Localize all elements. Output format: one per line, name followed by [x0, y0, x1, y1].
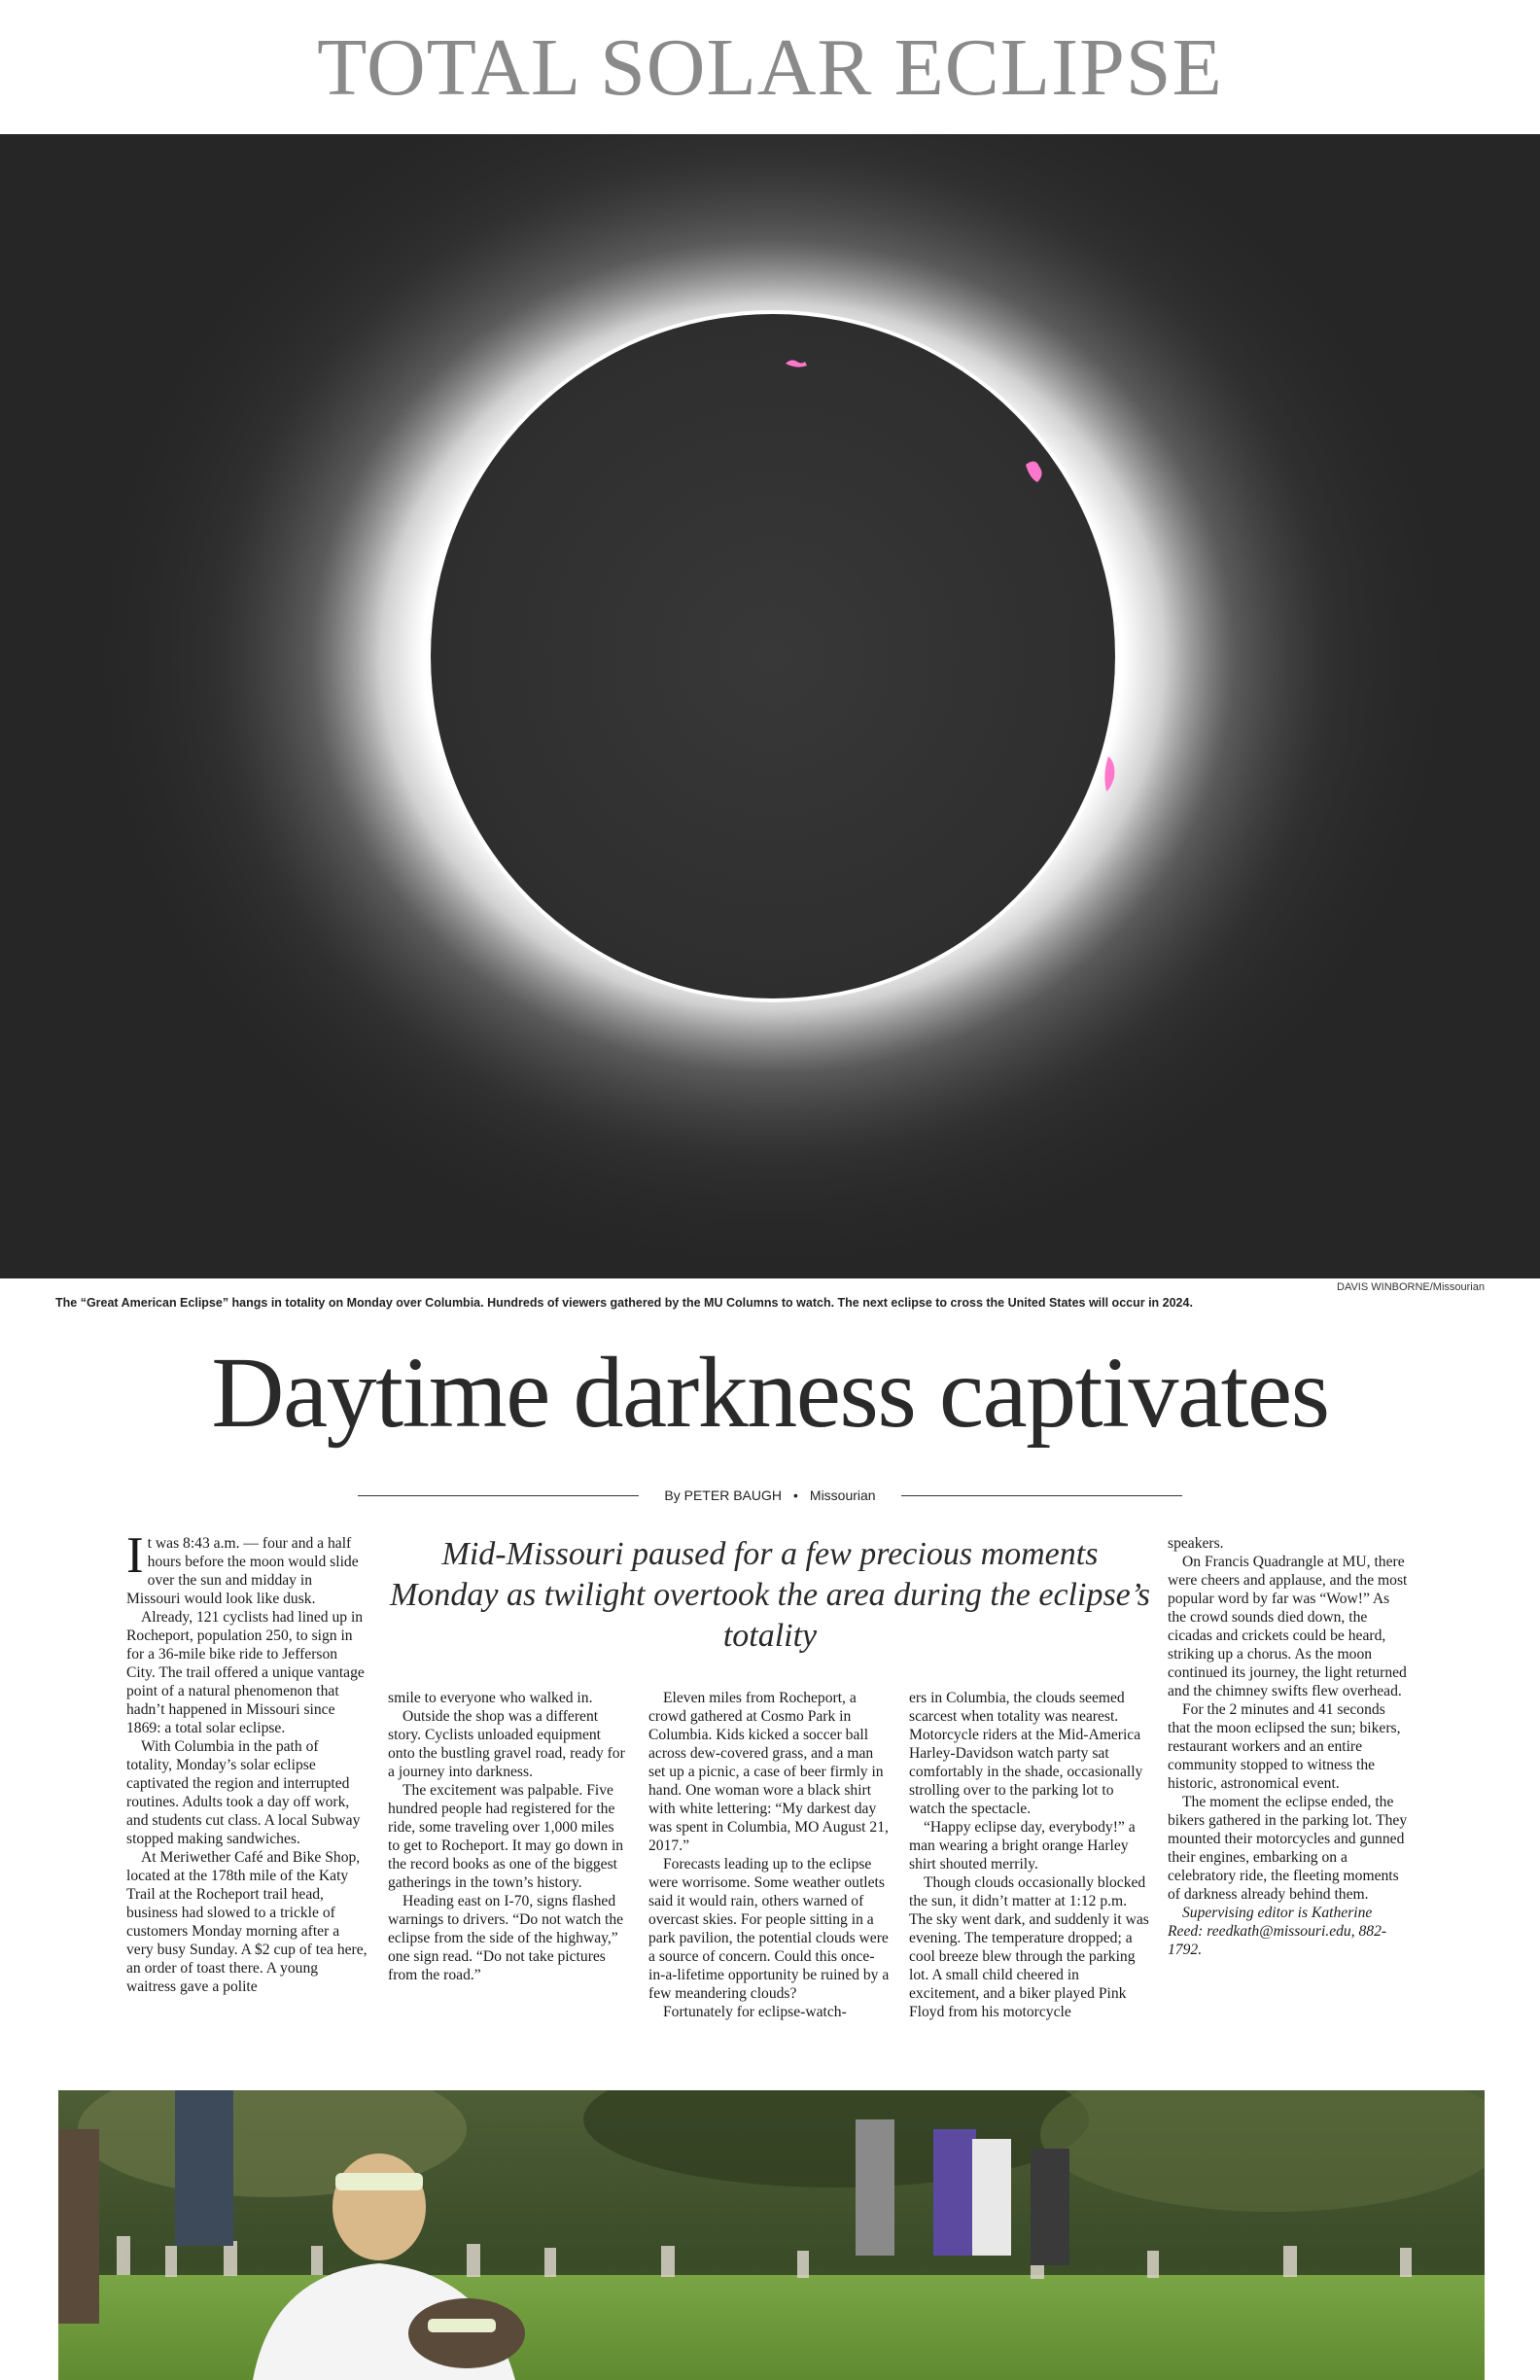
photo-credit: DAVIS WINBORNE/Missourian: [1337, 1281, 1485, 1293]
eclipse-image: [0, 134, 1540, 1278]
paragraph: Forecasts leading up to the eclipse were worrisome. Some weather outlets said it would rain, others warned of overcast skies. For people sitting in a park pavilion, the potential clouds were a source of concern. Could this once-in-a-lifetime opportunity be ruined by a few meandering clouds?: [648, 1856, 890, 2002]
byline-separator: •: [793, 1488, 798, 1503]
byline-rule-right: [901, 1495, 1182, 1496]
paragraph: Outside the shop was a different story. Cyclists unloaded equipment onto the bustling gravel road, ready for a journey into darkness.: [388, 1708, 625, 1780]
article-column-2: [388, 1689, 629, 1984]
paragraph: Already, 121 cyclists had lined up in Rocheport, population 250, to sign in for a 36-mile bike ride to Jefferson City. The trail offered a unique vantage point of a natural phenomenon that hadn’t happened in Missouri since 1869: a total solar eclipse.: [126, 1609, 365, 1736]
paragraph: With Columbia in the path of totality, Monday’s solar eclipse captivated the region and interrupted routines. Adults took a day off work, and students cut class. A local Subway stopped making sandwiches.: [126, 1738, 361, 1847]
paragraph: At Meriwether Café and Bike Shop, located at the 178th mile of the Katy Trail at the Rocheport trail head, business had slowed to a trickle of customers Monday morning after a very busy Sunday. A $2 cup of tea here, an order of toast there. A young waitress gave a polite: [126, 1849, 368, 1995]
paragraph: “Happy eclipse day, everybody!” a man wearing a bright orange Harley shirt shouted merrily.: [909, 1819, 1136, 1872]
byline-rule-left: [358, 1495, 639, 1496]
article-column-5: [1168, 1534, 1409, 1959]
crowd-photo: [58, 2090, 1485, 2380]
eclipse-photo: [0, 134, 1540, 1278]
paragraph: Heading east on I-70, signs flashed warnings to drivers. “Do not watch the eclipse from the side of the highway,” one sign read. “Do not take pictures from the road.”: [388, 1893, 624, 1983]
paragraph: smile to everyone who walked in.: [388, 1690, 593, 1706]
paragraph: Eleven miles from Rocheport, a crowd gathered at Cosmo Park in Columbia. Kids kicked a soccer ball across dew-covered grass, and a man set up a picnic, a case of beer firmly in hand. One woman wore a black shirt with white lettering: “My darkest day was spent in Columbia, MO August 21, 2017.”: [648, 1690, 889, 1854]
article-column-1: [126, 1527, 368, 1996]
byline: [358, 1486, 1182, 1505]
photo-caption: The “Great American Eclipse” hangs in totality on Monday over Columbia. Hundreds of viewers gathered by the MU Columns to watch. The next eclipse to cross the United States will occur in 2024.: [55, 1296, 1193, 1310]
crowd-image: [58, 2090, 1485, 2380]
dropcap: I: [126, 1527, 144, 1584]
paragraph: speakers.: [1168, 1535, 1224, 1552]
byline-author: By PETER BAUGH: [664, 1488, 782, 1503]
paragraph: The excitement was palpable. Five hundred people had registered for the ride, some traveling over 1,000 miles to get to Rocheport. It may go down in the record books as one of the biggest gatherings in the town’s history.: [388, 1782, 624, 1891]
paragraph: It was 8:43 a.m. — four and a half hours before the moon would slide over the sun and midday in Missouri would look like dusk.: [126, 1527, 359, 1607]
paragraph: On Francis Quadrangle at MU, there were cheers and applause, and the most popular word by far was “Wow!” As the crowd sounds died down, the cicadas and crickets could be heard, striking up a chorus. As the moon continued its journey, the light returned and the chimney swifts flew overhead.: [1168, 1554, 1408, 1699]
editor-tagline: Supervising editor is Katherine Reed: reedkath@missouri.edu, 882-1792.: [1168, 1905, 1387, 1958]
pull-quote: Mid-Missouri paused for a few precious moments Monday as twilight overtook the area during the eclipse’s totality: [390, 1536, 1150, 1654]
headline: Daytime darkness captivates: [211, 1337, 1329, 1449]
section-title: TOTAL SOLAR ECLIPSE: [317, 22, 1223, 113]
paragraph: Fortunately for eclipse-watch-: [663, 2004, 847, 2020]
paragraph: For the 2 minutes and 41 seconds that the moon eclipsed the sun; bikers, restaurant workers and an entire community stopped to witness the historic, astronomical event.: [1168, 1701, 1401, 1792]
byline-outlet: Missourian: [809, 1488, 876, 1503]
paragraph: The moment the eclipse ended, the bikers gathered in the parking lot. They mounted their motorcycles and gunned their engines, embarking on a celebratory ride, the fleeting moments of darkness already behind them.: [1168, 1794, 1408, 1903]
moon-disk: [431, 314, 1115, 998]
article-column-3: [648, 1689, 890, 2021]
paragraph: ers in Columbia, the clouds seemed scarcest when totality was nearest. Motorcycle riders at the Mid-America Harley-Davidson watch party sat comfortably in the shade, occasionally strolling over to the parking lot to watch the spectacle.: [909, 1690, 1143, 1817]
article-column-4: [909, 1689, 1150, 2021]
paragraph: Though clouds occasionally blocked the sun, it didn’t matter at 1:12 p.m. The sky went dark, and suddenly it was evening. The temperature dropped; a cool breeze blew through the parking lot. A small child cheered in excitement, and a biker played Pink Floyd from his motorcycle: [909, 1874, 1149, 2020]
